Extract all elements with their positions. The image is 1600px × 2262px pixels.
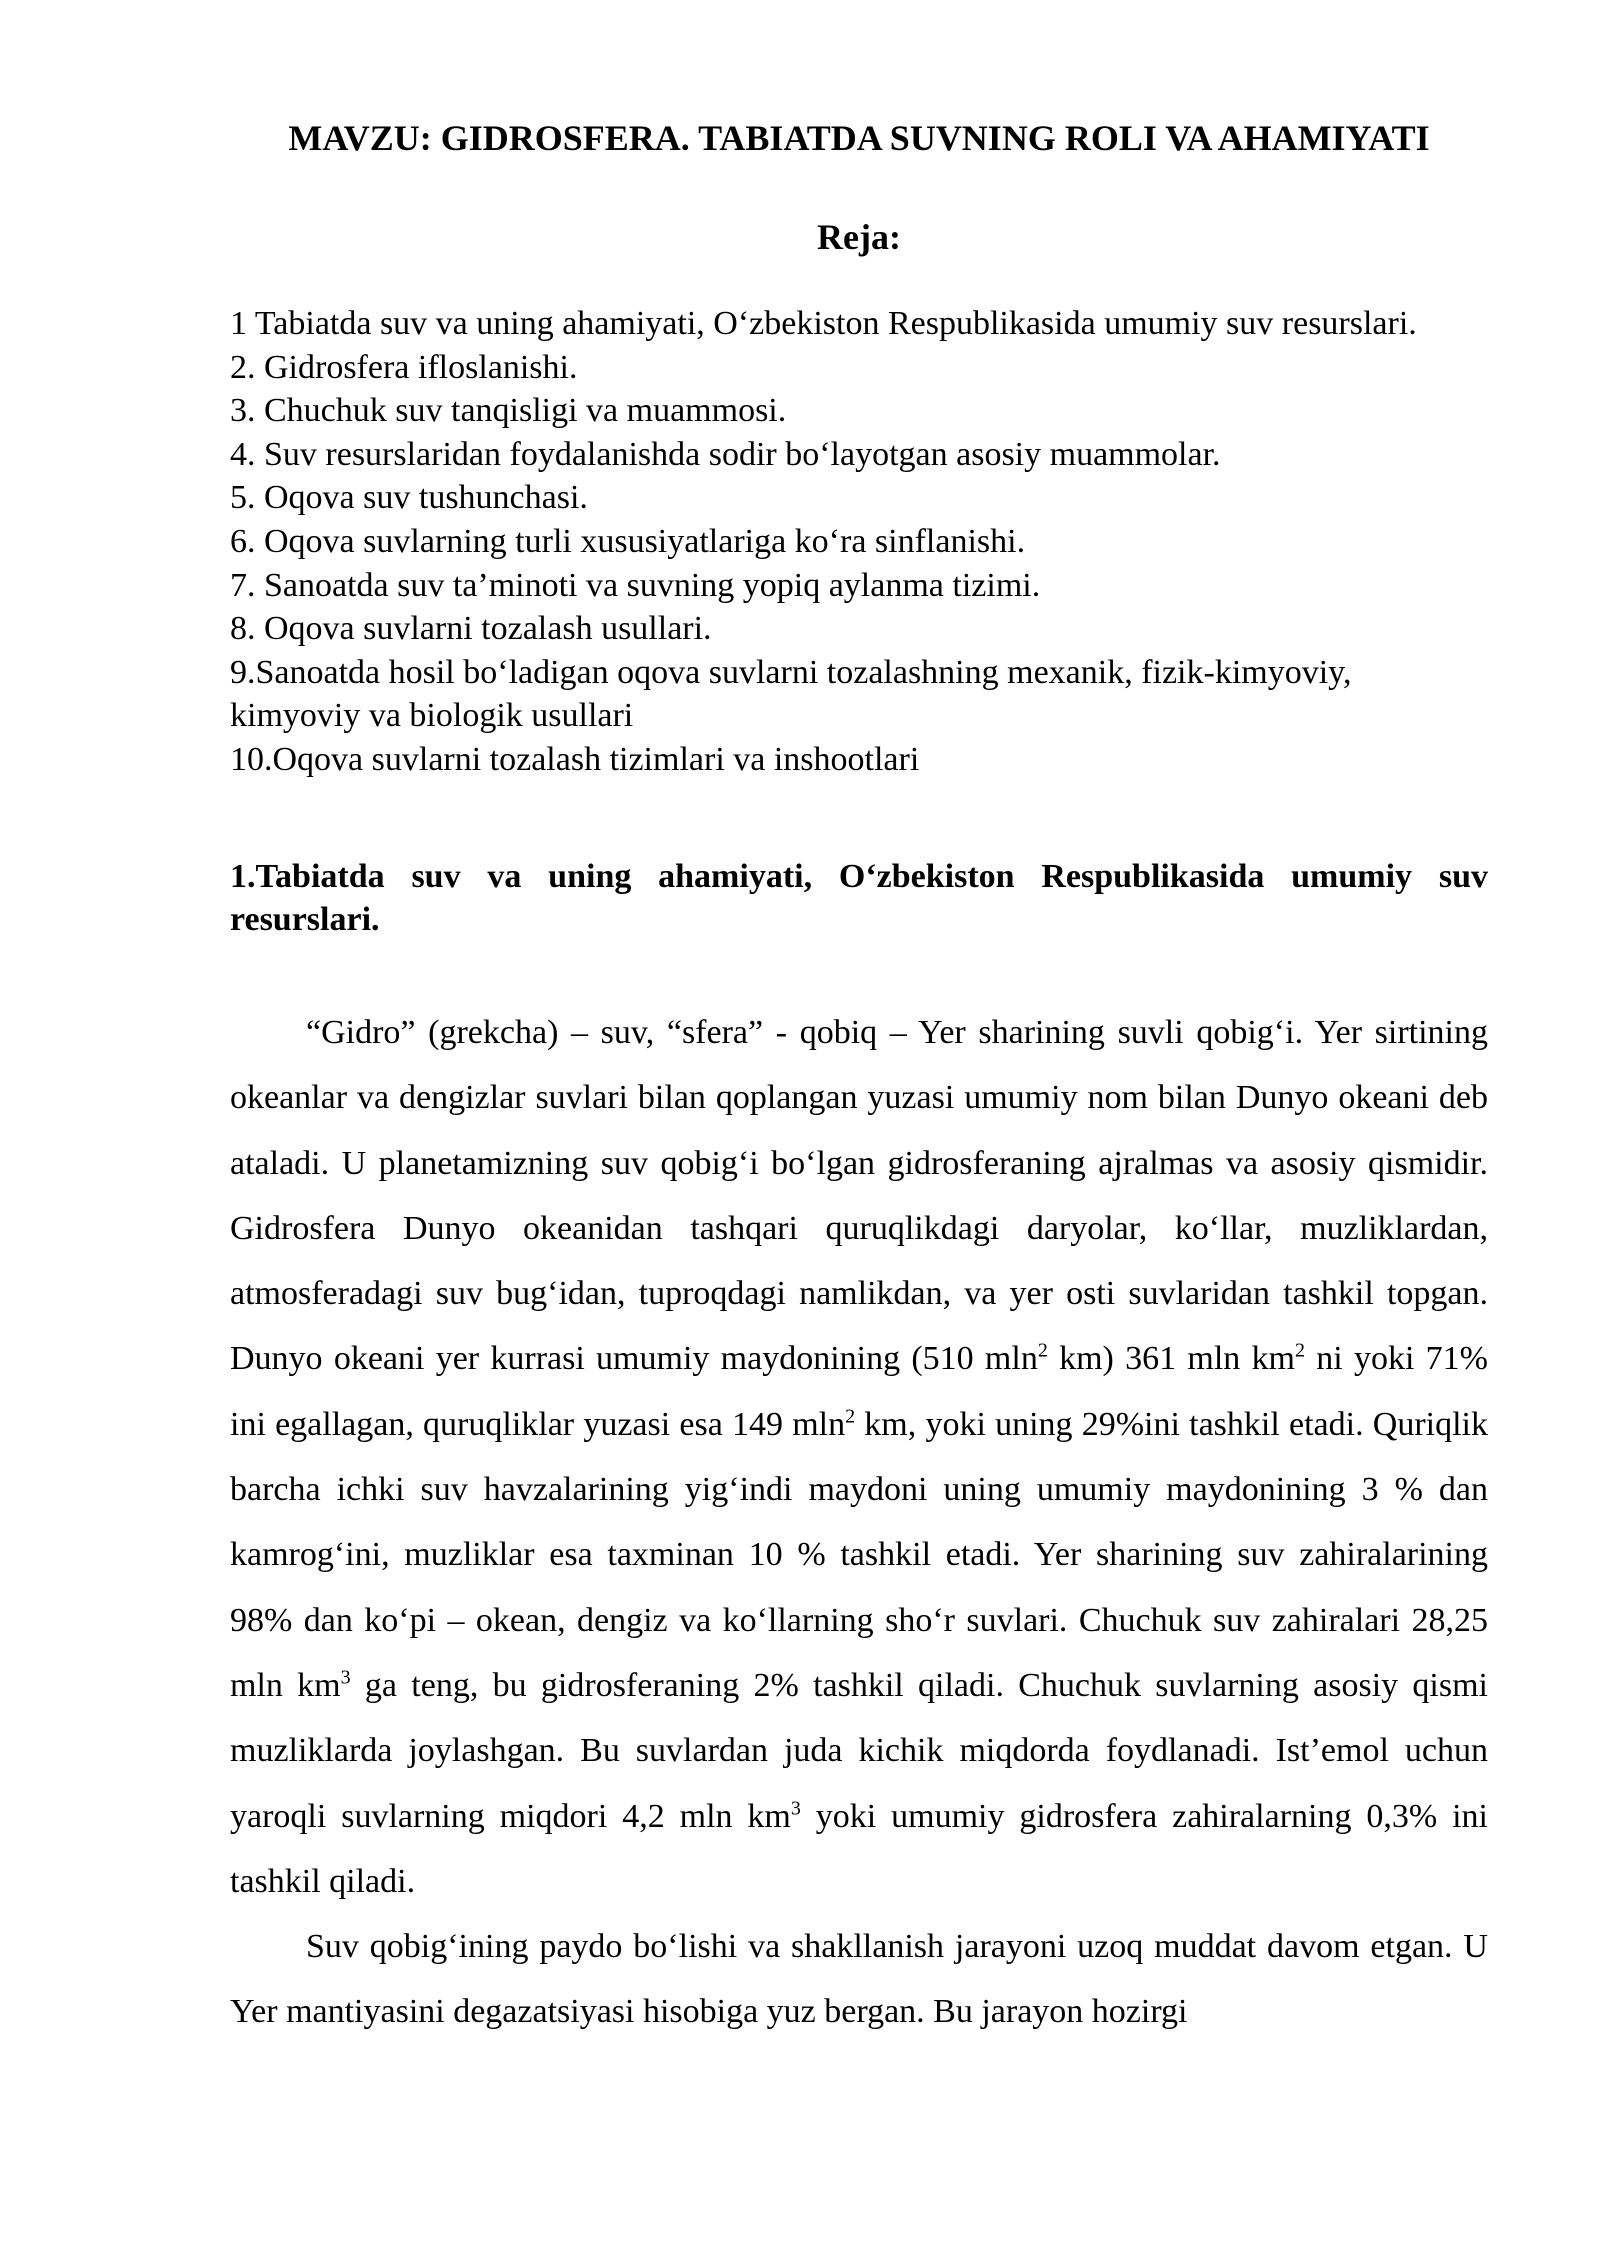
paragraph-1-part-4: km, yoki uning 29%ini tashkil etadi. Quriqlik barcha ichki suv havzalarining yig‘indi maydoni uning umumiy maydonining 3 % dan kamrog‘ini, muzliklar esa taxminan 10 % tashkil etadi. Yer sharining suv zahiralarining 98% dan ko‘pi – okean, dengiz va ko‘llarning sho‘r suvlari. Chuchuk suv zahiralari 28,25 mln km: [230, 1405, 1488, 1704]
plan-item-7: 7. Sanoatda suv ta’minoti va suvning yopiq aylanma tizimi.: [230, 566, 1041, 604]
plan-item-1: 1 Tabiatda suv va uning ahamiyati, O‘zbekiston Respublikasida umumiy suv resurslari.: [230, 305, 1417, 342]
plan-item-2: 2. Gidrosfera ifloslanishi.: [230, 348, 578, 386]
paragraph-1-part-6: yoki umumiy gidrosfera zahiralarning 0,3% ini tashkil qiladi.: [230, 1797, 1488, 1900]
section-heading: 1.Tabiatda suv va uning ahamiyati, O‘zbekiston Respublikasida umumiy suv resurslari.: [230, 858, 1488, 938]
paragraph-1-part-1: “Gidro” (grekcha) – suv, “sfera” - qobiq – Yer sharining suvli qobig‘i. Yer sirtining okeanlar va dengizlar suvlari bilan qoplangan yuzasi umumiy nom bilan Dunyo okeani deb ataladi. U planetamizning suv qobig‘i bo‘lgan gidrosferaning ajralmas va asosiy qismidir. Gidrosfera Dunyo okeanidan tashqari quruqlikdagi daryolar, ko‘llar, muzliklardan, atmosferadagi suv bug‘idan, tuproqdagi namlikdan, va yer osti suvlaridan tashkil topgan. Dunyo okeani yer kurrasi umumiy maydonining (510 mln: [230, 1014, 1488, 1378]
plan-item-9: 9.Sanoatda hosil bo‘ladigan oqova suvlarni tozalashning mexanik, fizik-kimyoviy, kimyoviy va biologik usullari: [230, 653, 1352, 735]
plan-item-10: 10.Oqova suvlarni tozalash tizimlari va inshootlari: [230, 740, 920, 778]
plan-list: [230, 302, 1488, 782]
plan-item-5: 5. Oqova suv tushunchasi.: [230, 479, 588, 517]
plan-item-6: 6. Oqova suvlarning turli xususiyatlariga ko‘ra sinflanishi.: [230, 522, 1026, 560]
document-title: MAVZU: GIDROSFERA. TABIATDA SUVNING ROLI VA AHAMIYATI: [288, 118, 1430, 158]
paragraph-2: Suv qobig‘ining paydo bo‘lishi va shakllanish jarayoni uzoq muddat davom etgan. U Yer mantiyasini degazatsiyasi hisobiga yuz bergan. Bu jarayon hozirgi: [230, 1928, 1488, 2031]
superscript: 2: [1037, 1340, 1048, 1363]
plan-item-8: 8. Oqova suvlarni tozalash usullari.: [230, 610, 712, 648]
superscript: 2: [845, 1405, 856, 1428]
superscript: 2: [1295, 1340, 1305, 1363]
plan-item-3: 3. Chuchuk suv tanqisligi va muammosi.: [230, 392, 787, 430]
paragraph-1: [230, 1000, 1488, 1914]
paragraph-1-part-2: km) 361 mln km: [1047, 1340, 1295, 1378]
superscript: 3: [340, 1666, 351, 1689]
paragraph-1-part-3: ni yoki 71% ini egallagan, quruqliklar yuzasi esa 149 mln: [230, 1340, 1489, 1443]
paragraph-1-part-5: ga teng, bu gidrosferaning 2% tashkil qiladi. Chuchuk suvlarning asosiy qismi muzliklarda joylashgan. Bu suvlardan juda kichik miqdorda foydlanadi. Ist’emol uchun yaroqli suvlarning miqdori 4,2 mln km: [230, 1666, 1488, 1835]
superscript: 3: [790, 1797, 801, 1820]
body-text: [230, 1000, 1488, 2045]
plan-heading: Reja:: [817, 217, 901, 257]
plan-item-4: 4. Suv resurslaridan foydalanishda sodir bo‘layotgan asosiy muammolar.: [230, 435, 1221, 473]
